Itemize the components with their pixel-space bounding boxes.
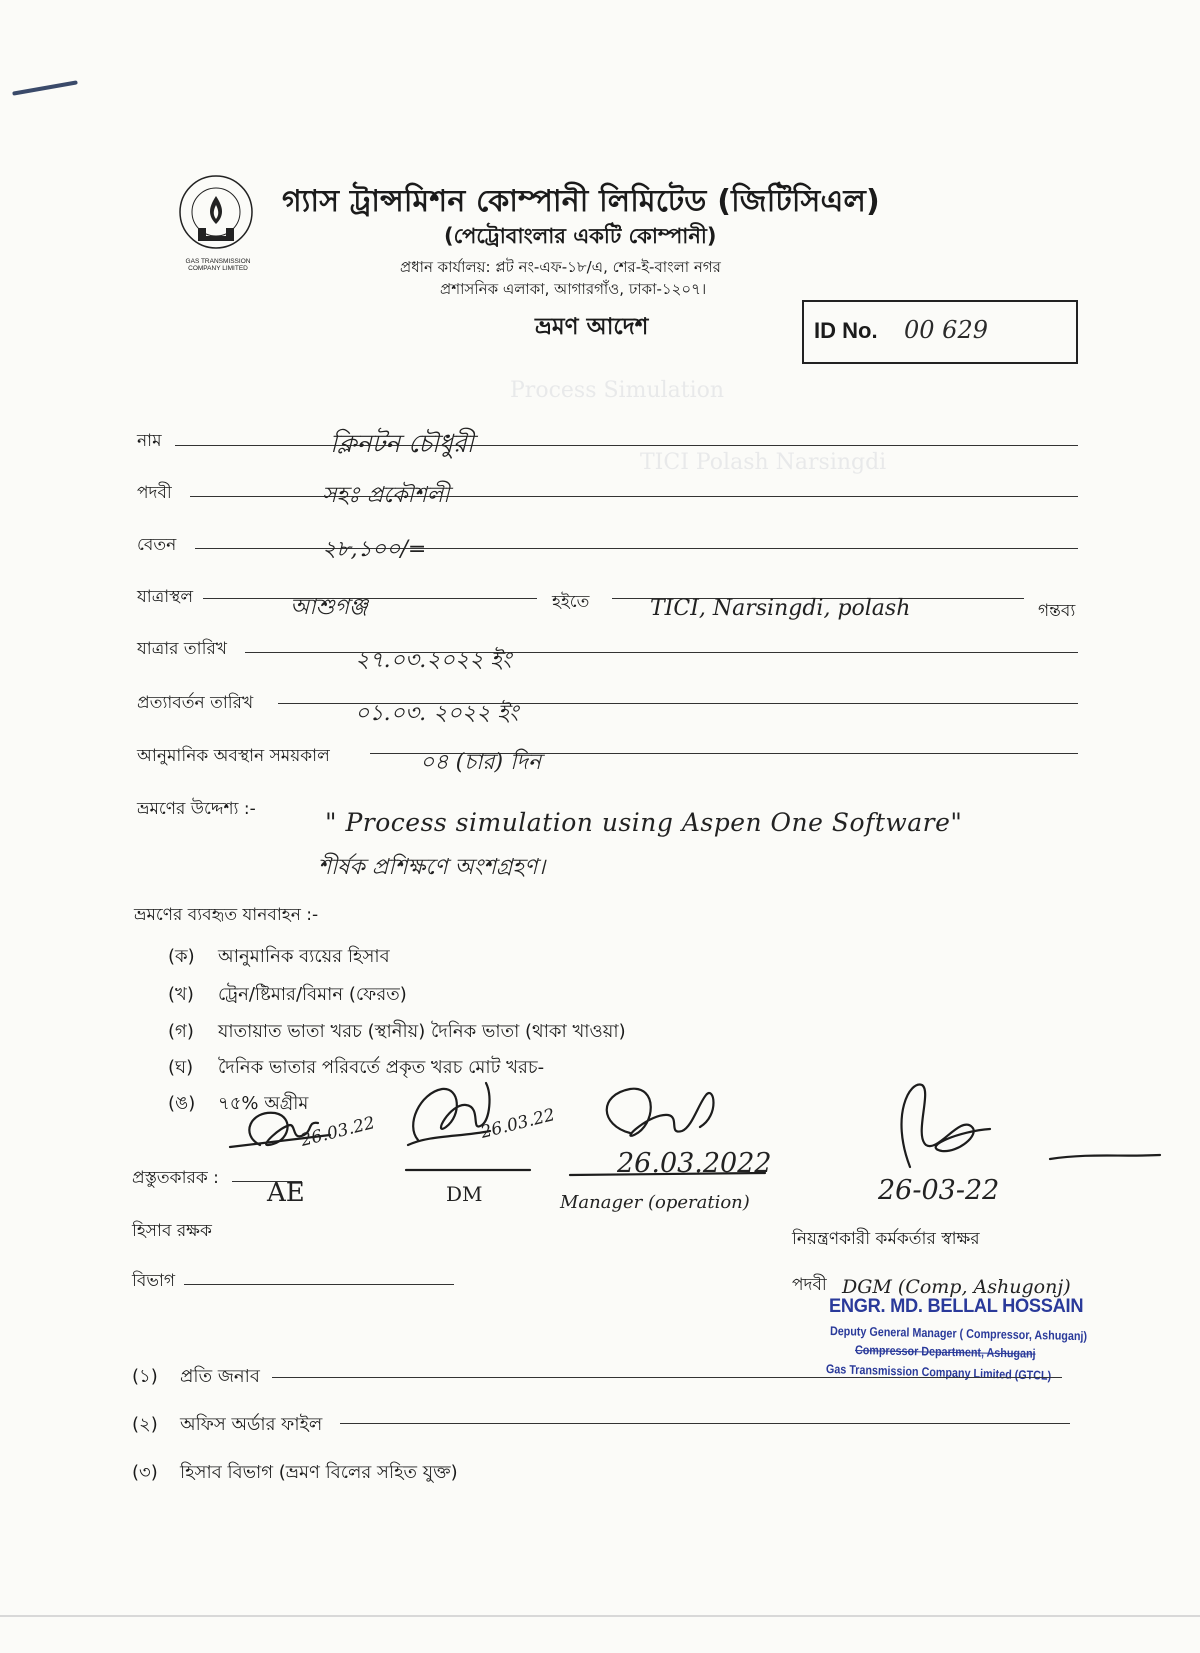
name-line [175,445,1078,446]
cost-item-marker: (ক) [168,946,195,967]
travel-date-value: ২৭.০৩.২০২২ ইং [355,648,512,673]
org-name: গ্যাস ট্রান্সমিশন কোম্পানী লিমিটেড (জিটিসিএল) [282,184,880,219]
show-through-text: Process Simulation [510,378,725,403]
controller-date: 26-03-22 [878,1175,1000,1206]
destination-value: TICI, Narsingdi, polash [650,596,911,621]
dm-signature [413,1083,489,1140]
salary-value: ২৮,১০০/= [322,537,427,562]
distribution-text: হিসাব বিভাগ (ভ্রমণ বিলের সহিত যুক্ত) [180,1462,458,1483]
cost-item-marker: (ঘ) [168,1057,194,1078]
cost-item-text: দৈনিক ভাতার পরিবর্তে প্রকৃত খরচ মোট খরচ- [218,1057,545,1078]
name-label: নাম [137,431,162,451]
id-number: 00 629 [904,316,988,344]
cost-item-marker: (ঙ) [168,1093,196,1114]
origin-value: আশুগঞ্জ [290,595,368,620]
distribution-marker: (১) [132,1366,158,1387]
distribution-text: অফিস অর্ডার ফাইল [180,1414,323,1435]
distribution-line [340,1423,1070,1424]
prepared-by-label: প্রস্তুতকারক : [132,1168,219,1188]
cost-item-text: ট্রেন/ষ্টিমার/বিমান (ফেরত) [218,984,407,1005]
department-label: বিভাগ [132,1271,176,1291]
stray-pen-mark [12,80,78,95]
signer-designation-value: DGM (Comp, Ashugonj) [842,1276,1071,1298]
destination-label: গন্তব্য [1038,601,1076,621]
origin-label: যাত্রাস্থল [137,587,194,607]
cost-item-text: যাতায়াত ভাতা খরচ (স্থানীয়) দৈনিক ভাতা (থাকা খাওয়া) [218,1021,626,1042]
show-through-text: TICI Polash Narsingdi [640,450,887,475]
id-label: ID No. [814,318,878,343]
vehicle-label: ভ্রমণের ব্যবহৃত যানবাহন :- [134,905,319,925]
stamp-line-2: Compressor Department, Ashuganj [854,1343,1036,1361]
travel-date-label: যাত্রার তারিখ [137,639,227,659]
stamp-name: ENGR. MD. BELLAL HOSSAIN [829,1296,1084,1317]
signer-designation-label: পদবী [792,1275,827,1295]
controller-signature [902,1085,990,1167]
document-title: ভ্রমণ আদেশ [535,314,649,340]
return-date-value: ০১.০৩. ২০২২ ইং [355,701,519,726]
distribution-marker: (৩) [132,1462,158,1483]
designation-value: সহঃ প্রকৌশলী [322,483,450,508]
duration-label: আনুমানিক অবস্থান সময়কাল [137,746,330,766]
org-subtitle: (পেট্রোবাংলার একটি কোম্পানী) [444,224,717,248]
cost-item-marker: (খ) [168,984,194,1005]
dm-date: 26.03.22 [478,1105,557,1143]
manager-label: Manager (operation) [560,1192,750,1213]
from-label: হইতে [552,592,590,612]
salary-label: বেতন [137,535,177,555]
accountant-label: হিসাব রক্ষক [132,1221,212,1241]
cost-item-text: ৭৫% অগ্রীম [218,1093,309,1114]
return-date-label: প্রত্যাবর্তন তারিখ [137,693,254,713]
controller-label: নিয়ন্ত্রণকারী কর্মকর্তার স্বাক্ষর [792,1229,980,1249]
gtcl-logo [172,172,260,272]
duration-value: ০৪ (চার) দিন [420,750,542,775]
ae-date: 26.03.22 [298,1113,377,1151]
distribution-text: প্রতি জনাব [180,1366,260,1387]
address-line-1: প্রধান কার্যালয়: প্লট নং-এফ-১৮/এ, শের-ই-বাংলা নগর [400,258,721,276]
dm-label: DM [446,1182,483,1206]
logo-caption: GAS TRANSMISSION COMPANY LIMITED [185,258,251,272]
purpose-line-1: " Process simulation using Aspen One Software" [325,808,963,837]
designation-label: পদবী [137,483,172,503]
page-edge [0,1615,1200,1617]
cost-item-marker: (গ) [168,1021,194,1042]
department-line [184,1284,454,1285]
distribution-line [272,1377,1062,1378]
distribution-marker: (২) [132,1414,158,1435]
name-value: ক্লিনটন চৌধুরী [330,429,474,458]
stamp-line-3: Gas Transmission Company Limited (GTCL) [825,1362,1052,1383]
purpose-label: ভ্রমণের উদ্দেশ্য :- [137,799,256,819]
stamp-line-1: Deputy General Manager ( Compressor, Ashuganj) [829,1324,1088,1344]
manager-signature [607,1089,714,1136]
origin-line [203,598,537,599]
purpose-line-2: শীর্ষক প্রশিক্ষণে অংশগ্রহণ। [318,855,546,880]
manager-date: 26.03.2022 [617,1148,772,1179]
ae-label: AE [267,1178,305,1208]
address-line-2: প্রশাসনিক এলাকা, আগারগাঁও, ঢাকা-১২০৭। [440,280,707,298]
cost-item-text: আনুমানিক ব্যয়ের হিসাব [218,946,390,967]
